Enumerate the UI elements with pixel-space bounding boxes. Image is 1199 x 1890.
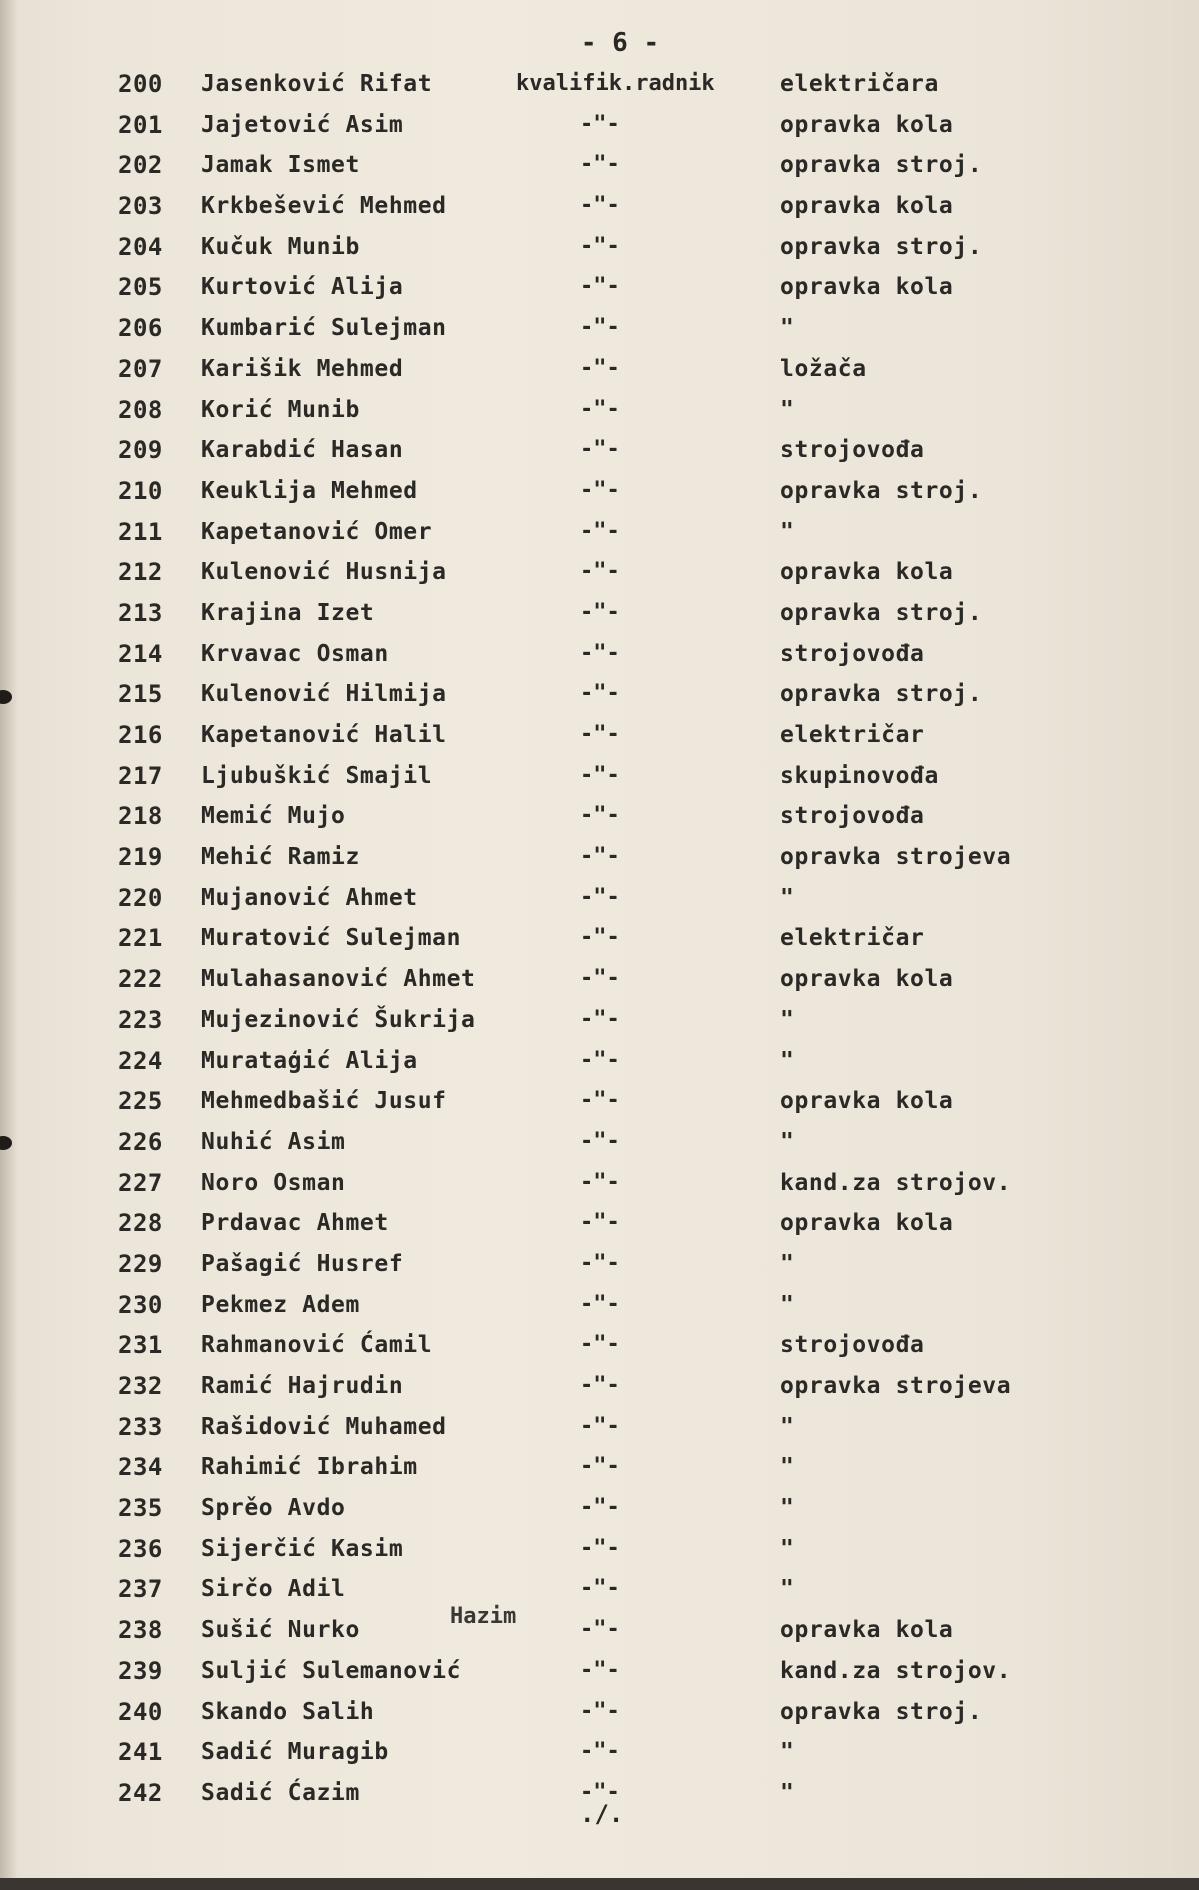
job-assignment: " <box>780 1291 795 1318</box>
ledger-row <box>0 1610 1199 1651</box>
job-assignment: " <box>780 315 795 342</box>
qualification: -"- <box>580 1128 620 1154</box>
ledger-row <box>0 1203 1199 1244</box>
ledger-row <box>0 1081 1199 1122</box>
employee-name: Kulenović Husnija <box>201 559 447 586</box>
qualification: -"- <box>580 1657 620 1683</box>
row-number: 231 <box>118 1331 163 1360</box>
ledger-row <box>0 1407 1199 1448</box>
qualification: -"- <box>580 477 620 503</box>
job-assignment: električar <box>780 722 925 748</box>
qualification: -"- <box>580 1006 620 1032</box>
employee-name: Korić Munib <box>201 396 360 423</box>
row-number: 228 <box>118 1209 163 1238</box>
job-assignment: opravka stroj. <box>780 477 983 504</box>
qualification: -"- <box>580 966 620 992</box>
row-number: 205 <box>118 273 163 302</box>
qualification: -"- <box>580 1088 620 1114</box>
ledger-row <box>0 1041 1199 1082</box>
ledger-row <box>0 1447 1199 1488</box>
ledger-row <box>0 796 1199 837</box>
job-assignment: strojovođa <box>780 1332 925 1359</box>
job-assignment: opravka kola <box>780 1617 954 1644</box>
job-assignment: " <box>780 1576 795 1603</box>
employee-name: Kumbarić Sulejman <box>201 315 447 342</box>
employee-name: Sadić Muragib <box>201 1739 389 1766</box>
row-number: 238 <box>118 1616 163 1645</box>
job-assignment: strojovođa <box>780 640 925 667</box>
ledger-row <box>0 1325 1199 1366</box>
job-assignment: opravka kola <box>780 274 954 301</box>
row-number: 206 <box>118 314 163 343</box>
employee-name: Krajina Izet <box>201 599 375 626</box>
qualification: -"- <box>580 315 620 341</box>
row-number: 233 <box>118 1412 163 1441</box>
ledger-row <box>0 593 1199 634</box>
page-number: - 6 - <box>580 28 660 58</box>
job-assignment: opravka strojeva <box>780 1373 1012 1399</box>
ledger-row <box>0 64 1199 105</box>
job-assignment: električar <box>780 925 925 952</box>
employee-name: Jajetović Asim <box>201 111 404 138</box>
ledger-row <box>0 715 1199 756</box>
employee-name: Jasenković Rifat <box>201 71 433 97</box>
qualification: -"- <box>580 1739 620 1765</box>
job-assignment: opravka stroj. <box>780 1698 983 1725</box>
job-assignment: opravka kola <box>780 1210 954 1237</box>
job-assignment: opravka stroj. <box>780 152 983 179</box>
row-number: 236 <box>118 1534 163 1563</box>
ledger-row <box>0 878 1199 919</box>
ledger-row <box>0 267 1199 308</box>
job-assignment: " <box>780 1495 795 1522</box>
job-assignment: opravka stroj. <box>780 681 983 708</box>
ledger-row <box>0 552 1199 593</box>
employee-name: Memić Mujo <box>201 803 346 830</box>
ledger-row <box>0 918 1199 959</box>
employee-name: Sadić Ćazim <box>201 1779 360 1806</box>
job-assignment: " <box>780 884 795 911</box>
employee-ledger <box>0 64 1199 1814</box>
ledger-row <box>0 1366 1199 1407</box>
job-assignment: opravka kola <box>780 193 954 220</box>
row-number: 217 <box>118 761 163 790</box>
ledger-row <box>0 1569 1199 1610</box>
employee-name: Mulahasanović Ahmet <box>201 966 476 993</box>
row-number: 239 <box>118 1656 163 1685</box>
ledger-row <box>0 430 1199 471</box>
job-assignment: " <box>780 1739 795 1766</box>
row-number: 214 <box>118 639 163 668</box>
ledger-row <box>0 145 1199 186</box>
ledger-row <box>0 1488 1199 1529</box>
row-number: 220 <box>118 883 163 912</box>
qualification: -"- <box>580 1495 620 1521</box>
qualification: -"- <box>580 1698 620 1724</box>
employee-name: Rahmanović Ćamil <box>201 1332 433 1359</box>
row-number: 202 <box>118 151 163 180</box>
row-number: 215 <box>118 680 163 709</box>
job-assignment: " <box>780 396 795 423</box>
ledger-row <box>0 349 1199 390</box>
row-number: 224 <box>118 1046 163 1075</box>
ledger-row <box>0 1244 1199 1285</box>
employee-name: Jamak Ismet <box>201 152 360 179</box>
row-number: 227 <box>118 1168 163 1197</box>
employee-name: Muratović Sulejman <box>201 925 462 952</box>
qualification: -"- <box>580 1373 620 1398</box>
qualification: -"- <box>580 396 620 422</box>
employee-name: Kapetanović Halil <box>201 722 447 748</box>
qualification: -"- <box>580 803 620 829</box>
row-number: 218 <box>118 802 163 831</box>
employee-name: Skando Salih <box>201 1698 375 1725</box>
qualification: -"- <box>580 559 620 585</box>
row-number: 241 <box>118 1738 163 1767</box>
employee-name: Mehić Ramiz <box>201 844 360 871</box>
job-assignment: opravka kola <box>780 559 954 586</box>
job-assignment: skupinovođa <box>780 762 939 789</box>
row-number: 211 <box>118 517 163 546</box>
ledger-row <box>0 959 1199 1000</box>
qualification: -"- <box>580 437 620 463</box>
employee-name: Noro Osman <box>201 1169 346 1196</box>
job-assignment: " <box>780 1128 795 1155</box>
job-assignment: strojovođa <box>780 437 925 464</box>
ledger-row <box>0 1692 1199 1733</box>
employee-name: Ramić Hajrudin <box>201 1373 404 1399</box>
row-number: 232 <box>118 1372 163 1400</box>
row-number: 201 <box>118 110 163 139</box>
row-number: 200 <box>118 70 163 98</box>
job-assignment: " <box>780 518 795 545</box>
ledger-row <box>0 1122 1199 1163</box>
ledger-row <box>0 634 1199 675</box>
qualification: -"- <box>580 1291 620 1317</box>
job-assignment: " <box>780 1535 795 1562</box>
row-number: 216 <box>118 721 163 749</box>
row-number: 240 <box>118 1697 163 1726</box>
row-number: 212 <box>118 558 163 587</box>
qualification: -"- <box>580 193 620 219</box>
ledger-row <box>0 1163 1199 1204</box>
ledger-row <box>0 186 1199 227</box>
employee-name: Mujezinović Šukrija <box>201 1006 476 1033</box>
qualification: -"- <box>580 599 620 625</box>
ledger-row <box>0 1529 1199 1570</box>
job-assignment: opravka kola <box>780 966 954 993</box>
ledger-row <box>0 512 1199 553</box>
job-assignment: kand.za strojov. <box>780 1657 1012 1684</box>
employee-name: Mujanović Ahmet <box>201 884 418 911</box>
qualification: -"- <box>580 1332 620 1358</box>
job-assignment: električara <box>780 71 939 97</box>
job-assignment: " <box>780 1047 795 1074</box>
qualification: -"- <box>580 884 620 910</box>
employee-name: Prdavac Ahmet <box>201 1210 389 1237</box>
job-assignment: opravka strojeva <box>780 844 1012 871</box>
qualification: -"- <box>580 355 620 381</box>
row-number: 207 <box>118 354 163 383</box>
qualification: -"- <box>580 1535 620 1561</box>
qualification: -"- <box>580 722 620 747</box>
job-assignment: " <box>780 1454 795 1481</box>
qualification: -"- <box>580 1210 620 1236</box>
employee-name: Pekmez Adem <box>201 1291 360 1318</box>
employee-name: Murataģić Alija <box>201 1047 418 1074</box>
ledger-row <box>0 471 1199 512</box>
employee-name: Kučuk Munib <box>201 233 360 260</box>
row-number: 221 <box>118 924 163 953</box>
ledger-row <box>0 105 1199 146</box>
employee-name: Nuhić Asim <box>201 1128 346 1155</box>
employee-name: Krkbešević Mehmed <box>201 193 447 220</box>
employee-name: Suljić Sulemanović <box>201 1657 462 1684</box>
employee-name: Sprěo Avdo <box>201 1495 346 1522</box>
employee-name: Kurtović Alija <box>201 274 404 301</box>
qualification: -"- <box>580 1576 620 1602</box>
ledger-row <box>0 1651 1199 1692</box>
handwritten-insertion: Hazim <box>450 1604 517 1629</box>
employee-name: Rahimić Ibrahim <box>201 1454 418 1481</box>
ledger-row <box>0 1285 1199 1326</box>
qualification: -"- <box>580 152 620 178</box>
row-number: 210 <box>118 476 163 505</box>
row-number: 234 <box>118 1453 163 1482</box>
job-assignment: ložača <box>780 355 867 382</box>
job-assignment: opravka stroj. <box>780 233 983 260</box>
qualification: -"- <box>580 1617 620 1643</box>
row-number: 229 <box>118 1249 163 1278</box>
ledger-row <box>0 756 1199 797</box>
row-number: 204 <box>118 232 163 261</box>
employee-name: Karabdić Hasan <box>201 437 404 464</box>
qualification: -"- <box>580 681 620 707</box>
employee-name: Karišik Mehmed <box>201 355 404 382</box>
job-assignment: " <box>780 1779 795 1806</box>
qualification: -"- <box>580 844 620 870</box>
row-number: 219 <box>118 843 163 872</box>
qualification: -"- <box>580 925 620 951</box>
qualification: -"- <box>580 1413 620 1439</box>
qualification: -"- <box>580 640 620 666</box>
job-assignment: " <box>780 1006 795 1033</box>
job-assignment: " <box>780 1413 795 1440</box>
ledger-row <box>0 837 1199 878</box>
row-number: 209 <box>118 436 163 465</box>
job-assignment: opravka stroj. <box>780 599 983 626</box>
employee-name: Keuklija Mehmed <box>201 477 418 504</box>
qualification: -"- <box>580 1454 620 1480</box>
job-assignment: " <box>780 1250 795 1277</box>
employee-name: Sušić Nurko <box>201 1617 360 1644</box>
continuation-mark: ./. <box>580 1800 624 1828</box>
qualification: -"- <box>580 233 620 259</box>
qualification: kvalifik.radnik <box>516 71 715 96</box>
employee-name: Sijerčić Kasim <box>201 1535 404 1562</box>
ledger-row <box>0 1732 1199 1773</box>
qualification: -"- <box>580 1047 620 1073</box>
ledger-row <box>0 390 1199 431</box>
row-number: 203 <box>118 192 163 221</box>
qualification: -"- <box>580 1250 620 1276</box>
row-number: 223 <box>118 1005 163 1034</box>
ledger-row <box>0 308 1199 349</box>
employee-name: Kulenović Hilmija <box>201 681 447 708</box>
job-assignment: opravka kola <box>780 111 954 138</box>
row-number: 230 <box>118 1290 163 1319</box>
employee-name: Kapetanović Omer <box>201 518 433 545</box>
employee-name: Pašagić Husref <box>201 1250 404 1277</box>
row-number: 208 <box>118 395 163 424</box>
job-assignment: kand.za strojov. <box>780 1169 1012 1196</box>
ledger-row <box>0 674 1199 715</box>
qualification: -"- <box>580 518 620 544</box>
qualification: -"- <box>580 111 620 137</box>
qualification: -"- <box>580 762 620 788</box>
employee-name: Mehmedbašić Jusuf <box>201 1088 447 1115</box>
employee-name: Sirčo Adil <box>201 1576 346 1603</box>
job-assignment: strojovođa <box>780 803 925 830</box>
row-number: 213 <box>118 598 163 627</box>
row-number: 242 <box>118 1778 163 1807</box>
employee-name: Krvavac Osman <box>201 640 389 667</box>
qualification: -"- <box>580 274 620 300</box>
row-number: 222 <box>118 965 163 994</box>
ledger-row <box>0 1000 1199 1041</box>
employee-name: Rašidović Muhamed <box>201 1413 447 1440</box>
row-number: 225 <box>118 1087 163 1116</box>
qualification: -"- <box>580 1779 620 1805</box>
qualification: -"- <box>580 1169 620 1195</box>
row-number: 226 <box>118 1127 163 1156</box>
job-assignment: opravka kola <box>780 1088 954 1115</box>
row-number: 237 <box>118 1575 163 1604</box>
row-number: 235 <box>118 1494 163 1523</box>
ledger-row <box>0 227 1199 268</box>
employee-name: Ljubuškić Smajil <box>201 762 433 789</box>
